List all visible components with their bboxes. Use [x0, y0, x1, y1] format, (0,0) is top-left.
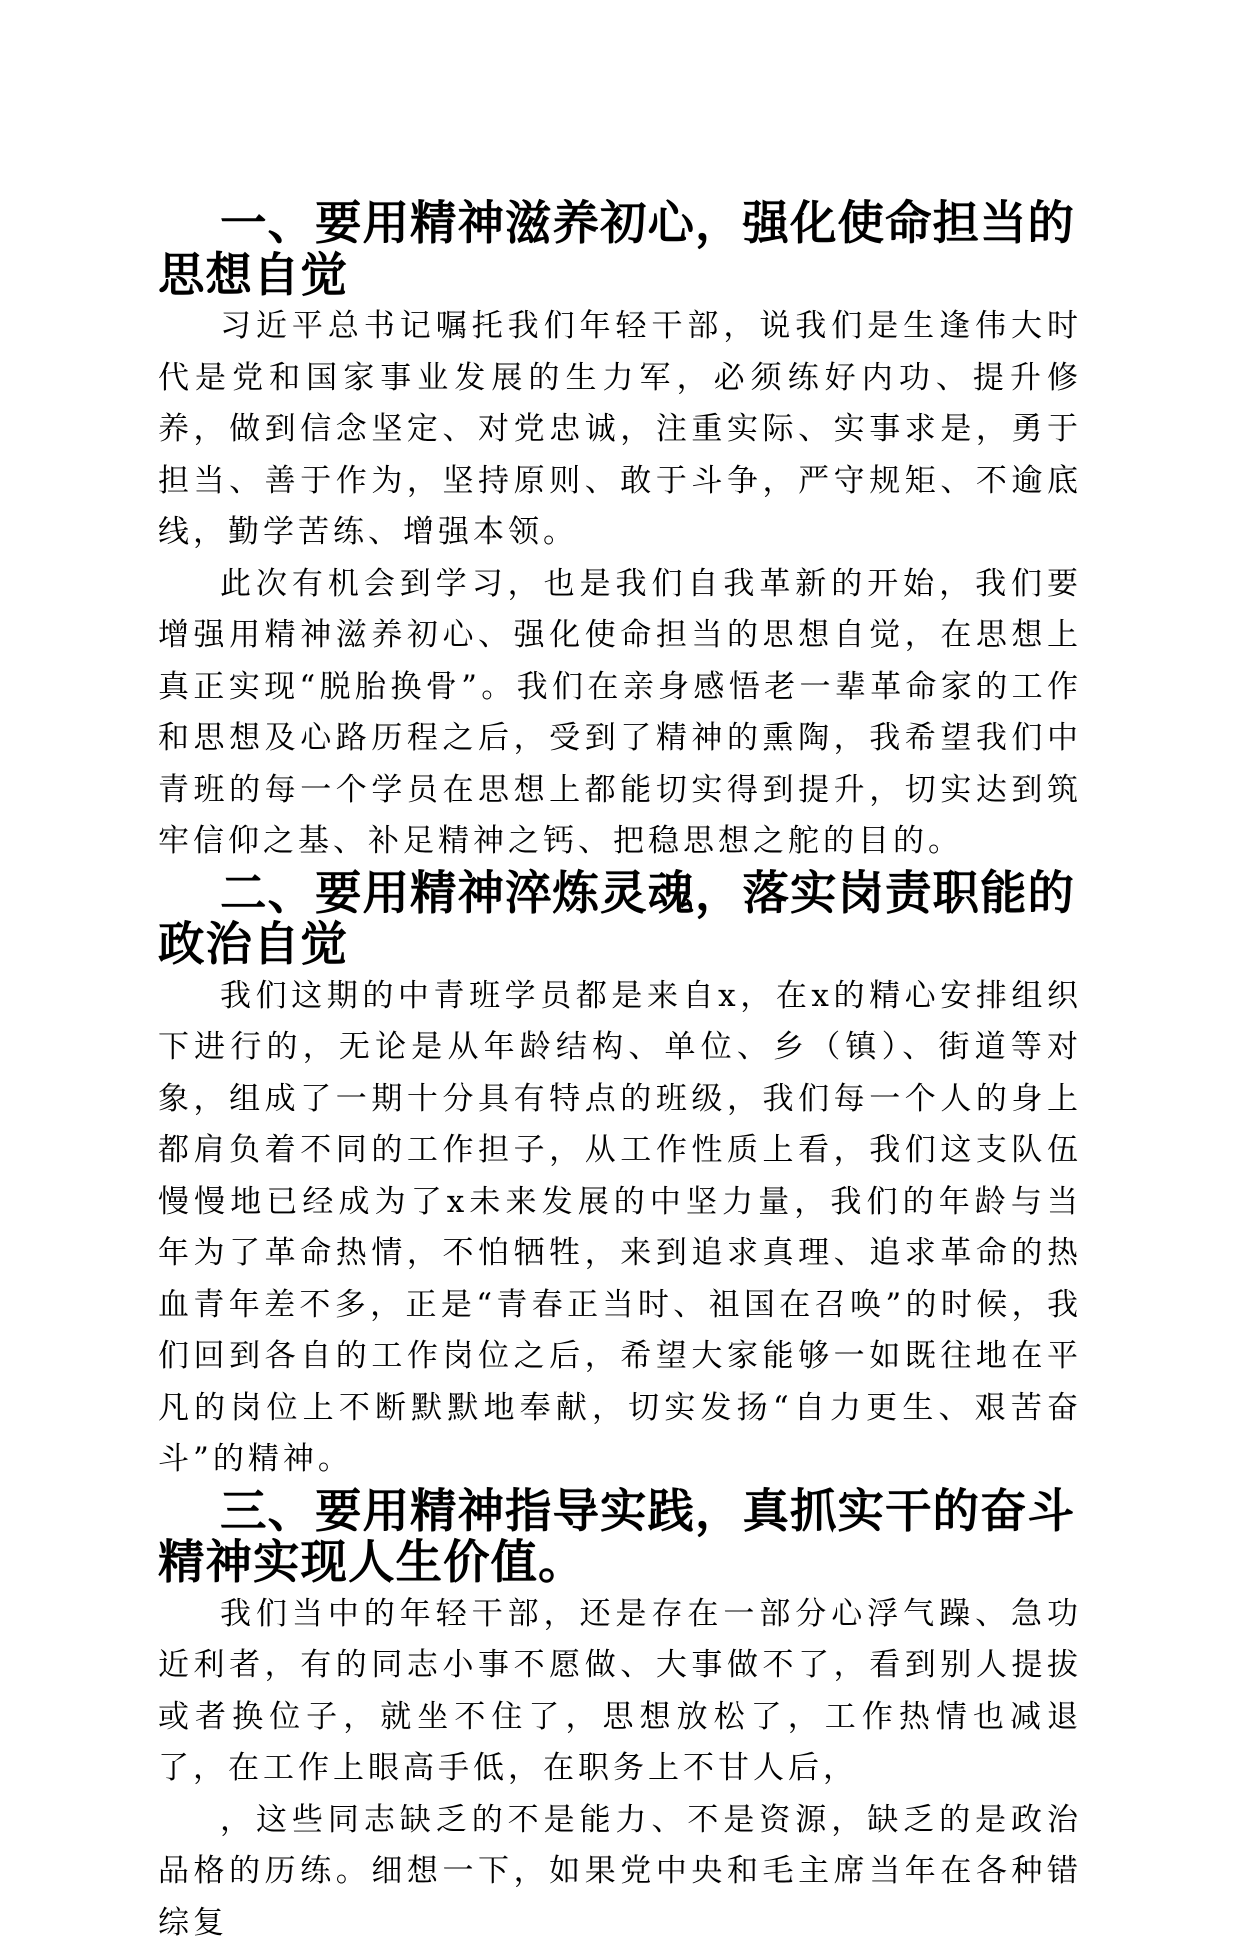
section-heading-1: 一、要用精神滋养初心，强化使命担当的思想自觉 — [158, 198, 1082, 301]
paragraph-1-2: 此次有机会到学习，也是我们自我革新的开始，我们要增强用精神滋养初心、强化使命担当的思想自觉，在思想上真正实现“脱胎换骨”。我们在亲身感悟老一辈革命家的工作和思想及心路历程之后，受到了精神的熏陶，我希望我们中青班的每一个学员在思想上都能切实得到提升，切实达到筑牢信仰之基、补足精神之钙、把稳思想之舵的目的。 — [158, 559, 1082, 868]
paragraph-2-1: 我们这期的中青班学员都是来自x，在x的精心安排组织下进行的，无论是从年龄结构、单位、乡（镇）、街道等对象，组成了一期十分具有特点的班级，我们每一个人的身上都肩负着不同的工作担子，从工作性质上看，我们这支队伍慢慢地已经成为了x未来发展的中坚力量，我们的年龄与当年为了革命热情，不怕牺牲，来到追求真理、追求革命的热血青年差不多，正是“青春正当时、祖国在召唤”的时候，我们回到各自的工作岗位之后，希望大家能够一如既往地在平凡的岗位上不断默默地奉献，切实发扬“自力更生、艰苦奋斗”的精神。 — [158, 971, 1082, 1486]
paragraph-1-1: 习近平总书记嘱托我们年轻干部，说我们是生逢伟大时代是党和国家事业发展的生力军，必须练好内功、提升修养，做到信念坚定、对党忠诚，注重实际、实事求是，勇于担当、善于作为，坚持原则、敢于斗争，严守规矩、不逾底线，勤学苦练、增强本领。 — [158, 301, 1082, 559]
document-page — [158, 198, 1082, 1949]
paragraph-3-2: ，这些同志缺乏的不是能力、不是资源，缺乏的是政治品格的历练。细想一下，如果党中央和毛主席当年在各种错综复 — [158, 1795, 1082, 1949]
section-heading-2: 二、要用精神淬炼灵魂，落实岗责职能的政治自觉 — [158, 868, 1082, 971]
paragraph-3-1: 我们当中的年轻干部，还是存在一部分心浮气躁、急功近利者，有的同志小事不愿做、大事做不了，看到别人提拔或者换位子，就坐不住了，思想放松了，工作热情也减退了，在工作上眼高手低，在职务上不甘人后， — [158, 1589, 1082, 1795]
section-heading-3: 三、要用精神指导实践，真抓实干的奋斗精神实现人生价值。 — [158, 1486, 1082, 1589]
